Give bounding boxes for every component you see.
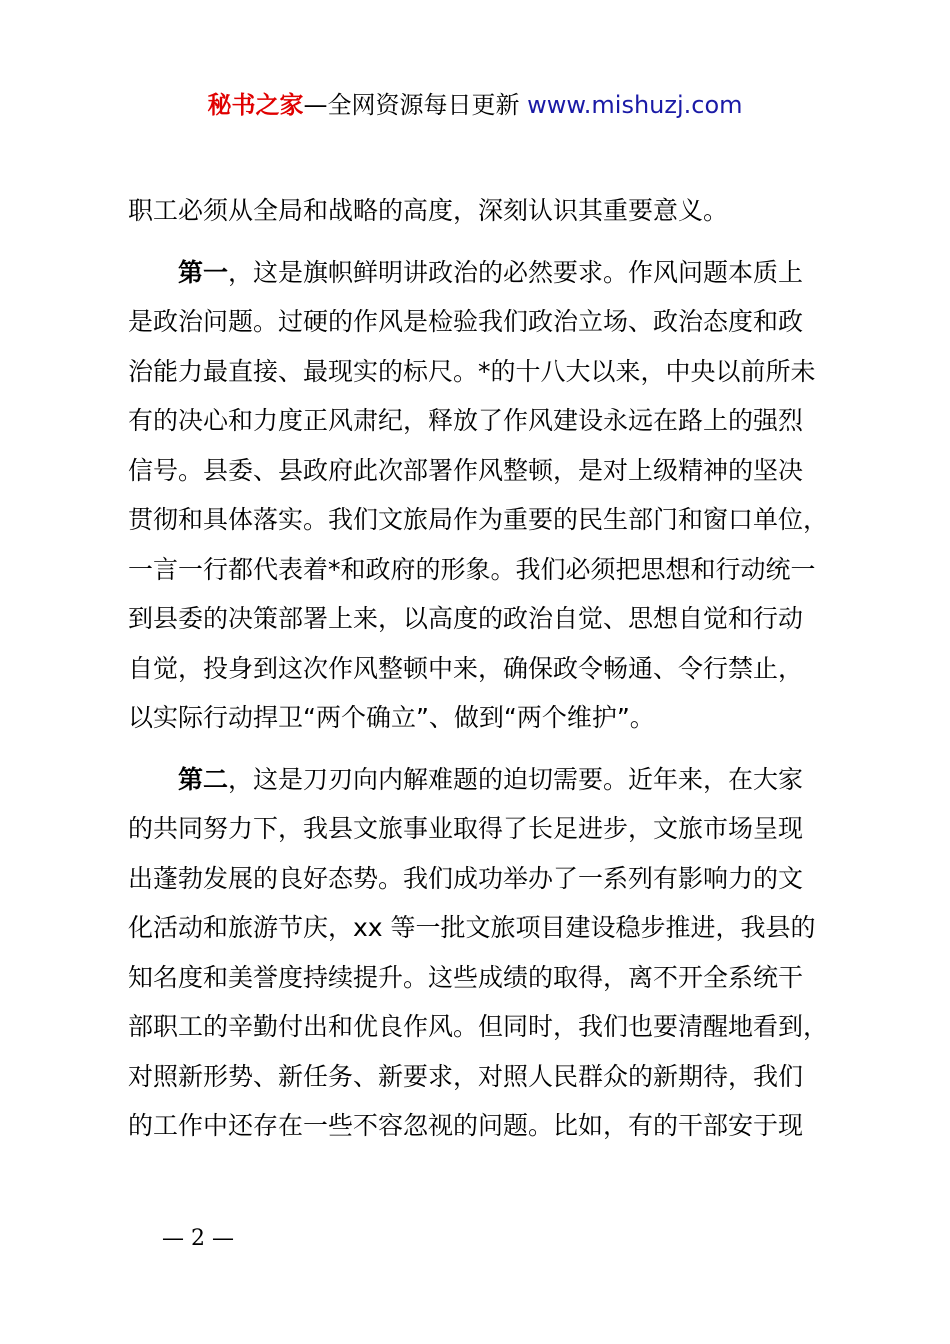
page-header bbox=[0, 88, 950, 122]
paragraph-line: 以实际行动捍卫“两个确立”、做到“两个维护”。 bbox=[128, 703, 655, 732]
paragraph-line: 部职工的辛勤付出和优良作风。但同时，我们也要清醒地看到， bbox=[128, 1012, 829, 1041]
paragraph-line: ，这是刀刃向内解难题的迫切需要。近年来，在大家 bbox=[228, 764, 804, 794]
paragraph-lead: 第二 bbox=[178, 764, 229, 794]
paragraph-line: 对照新形势、新任务、新要求，对照人民群众的新期待，我们 bbox=[128, 1061, 804, 1091]
paragraph-line: 信号。县委、县政府此次部署作风整顿，是对上级精神的坚决 bbox=[128, 455, 804, 485]
paragraph-line: 出蓬勃发展的良好态势。我们成功举办了一系列有影响力的文 bbox=[128, 863, 804, 893]
paragraph-lead: 第一 bbox=[178, 257, 229, 287]
document-body bbox=[128, 186, 833, 1151]
paragraph-line: 贯彻和具体落实。我们文旅局作为重要的民生部门和窗口单位， bbox=[128, 505, 829, 534]
paragraph-line: 的工作中还存在一些不容忽视的问题。比如，有的干部安于现 bbox=[128, 1111, 804, 1140]
paragraph-line: 的共同努力下，我县文旅事业取得了长足进步，文旅市场呈现 bbox=[128, 814, 804, 843]
paragraph-line: 有的决心和力度正风肃纪，释放了作风建设永远在路上的强烈 bbox=[128, 406, 804, 435]
paragraph-line: 化活动和旅游节庆，xx 等一批文旅项目建设稳步推进，我县的 bbox=[128, 913, 816, 942]
paragraph-first bbox=[128, 248, 833, 743]
paragraph-line: 知名度和美誉度持续提升。这些成绩的取得，离不开全系统干 bbox=[128, 962, 804, 992]
page-number: — 2 — bbox=[162, 1226, 234, 1251]
paragraph-line: ，这是旗帜鲜明讲政治的必然要求。作风问题本质上 bbox=[228, 257, 804, 287]
intro-line: 职工必须从全局和战略的高度，深刻认识其重要意义。 bbox=[128, 196, 729, 225]
paragraph-line: 自觉，投身到这次作风整顿中来，确保政令畅通、令行禁止， bbox=[128, 653, 804, 683]
paragraph-line: 一言一行都代表着*和政府的形象。我们必须把思想和行动统一 bbox=[128, 554, 816, 584]
header-tagline: —全网资源每日更新 bbox=[303, 91, 520, 119]
paragraph-line: 是政治问题。过硬的作风是检验我们政治立场、政治态度和政 bbox=[128, 307, 804, 336]
paragraph-second bbox=[128, 755, 833, 1151]
paragraph-line: 到县委的决策部署上来，以高度的政治自觉、思想自觉和行动 bbox=[128, 604, 804, 633]
site-name: 秘书之家 bbox=[207, 91, 304, 119]
site-url[interactable]: www.mishuzj.com bbox=[527, 91, 743, 119]
paragraph-line: 治能力最直接、最现实的标尺。*的十八大以来，中央以前所未 bbox=[128, 356, 816, 386]
